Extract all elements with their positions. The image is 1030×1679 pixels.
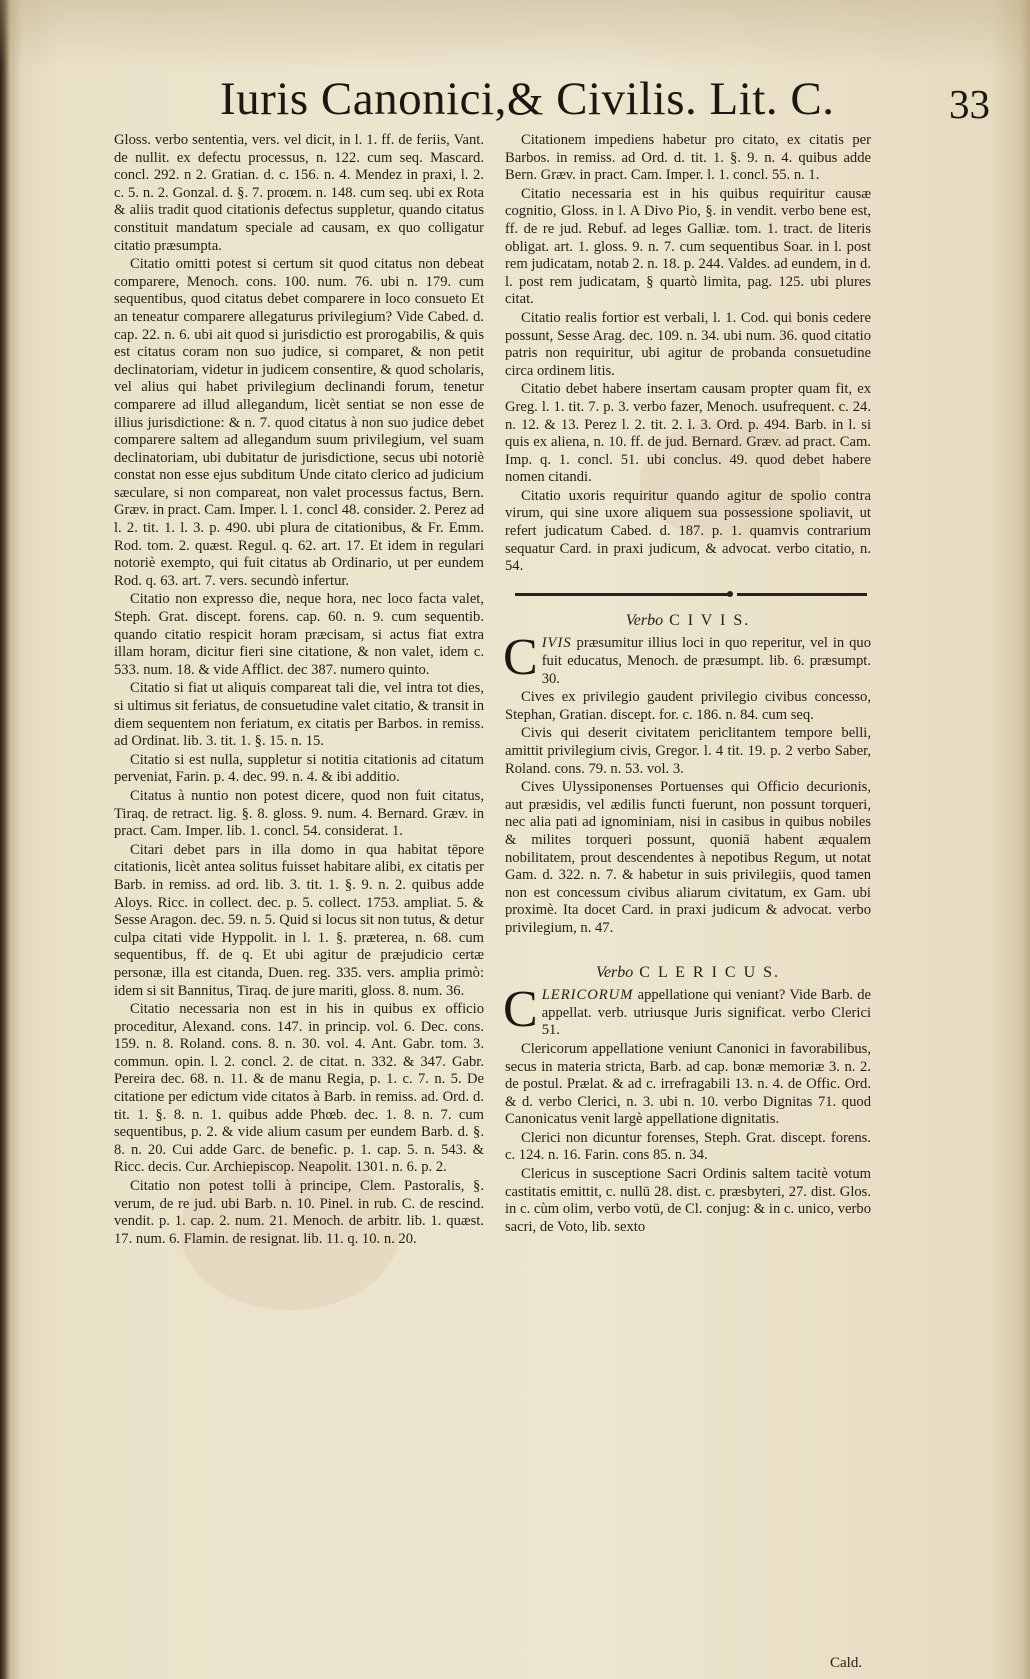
paragraph: Citatus à nuntio non potest dicere, quod non fuit citatus, Tiraq. de retract. lig. §. 8. gloss. 9. num. 4. Bernard. Græv. in pract. Cam. Imper. lib. 1. concl. 54. considerat. 1. [114,787,484,840]
section-lead-paragraph [503,981,871,1040]
paragraph: Citari debet pars in illa domo in qua habitat tēpore citationis, licèt antea solitus fuisset habitare alibi, ex citatis per Barb. in remiss. ad ord. lib. 3. tit. 1. §. 9. n. 2. quibus adde Aloys. Ricc. in collect. dec. p. 5. collect. 1753. ampliat. 5. & Sesse Aragon. dec. 59. n. 5. Quid si locus sit non tutus, & detur culpa citati vide Hyppolit. in l. 1. §. præterea, n. 68. cum sequentibus, ff. de q. Et ubi agitur de præjudicio certæ personæ, illa est citanda, Duen. reg. 335. vers. amplia primò: idem si sit Bannitus, Tiraq. de jure mariti, gloss. 8. num. 36. [114,841,484,999]
paragraph: Citatio debet habere insertam causam propter quam fit, ex Greg. l. 1. tit. 7. p. 3. verbo fazer, Menoch. usufrequent. c. 24. n. 12. & 13. Perez l. 2. tit. 2. l. 3. Ord. p. 494. Barb. in l. si quis ex aliena, n. 10. ff. de jud. Bernard. Græv. ad pract. Cam. Imp. q. 1. concl. 51. ubi conclus. 49. quod debet habere nomen citandi. [505,381,871,486]
divider-dot [727,591,733,597]
section-heading-civis [505,612,871,630]
heading-word: Verbo [595,963,634,981]
paragraph: Citatio si fiat ut aliquis compareat tali die, vel intra tot dies, si ultimus sit feriatus, de consuetudine valet citatio, & transit in diem sequentem non feriatum, ex citatis per Barbos. in remiss. ad Ordinat. lib. 3. tit. 1. §. 15. n. 15. [114,680,484,750]
paragraph: Clericorum appellatione veniunt Canonici in favorabilibus, secus in materia stricta, Barb. ad cap. bonæ memoriæ 3. n. 2. de postul. Prælat. & ad c. irrefragabili 13. n. 4. de Offic. Ord. & d. verbo Clerici, n. 3. ubi n. 10. verbo Dignitas 71. quod Canonicatus venit largè appellatione dignitatis. [505,1040,871,1128]
paragraph: Cives Ulyssiponenses Portuenses qui Officio decurionis, aut præsidis, vel ædilis functi fuerunt, non possunt torqueri, nec alia pati ad ignominiam, nisi in casibus in quibus nobiles & milites torqueri possunt, quoniā habent æqualem nobilitatem, prout descendentes à nepotibus Regum, ut notat Gam. d. 322. n. 7. & habetur in suis privilegiis, quod tamen non est concessum civibus aliarum civitatum, ex Gam. ubi proximè. Ita docet Card. in praxi judicum & advocat. verbo privilegium, n. 47. [505,779,871,936]
paragraph: Civis qui deserit civitatem periclitantem tempore belli, amittit privilegium civis, Gregor. l. 4 tit. 19. p. 2 verbo Saber, Roland. cons. 79. n. 53. vol. 3. [505,725,871,777]
drop-cap: C [503,629,538,687]
paragraph: Clerici non dicuntur forenses, Steph. Grat. discept. forens. c. 124. n. 16. Farin. cons 85. n. 34. [505,1129,871,1164]
lead-word: IVIS [541,635,572,652]
drop-cap: C [503,981,538,1039]
section-heading-clericus [505,964,871,982]
paragraph: Citatio uxoris requiritur quando agitur de spolio contra virum, qui sine uxore aliquem sua possessione spoliavit, ut refert judicatum Cabed. d. 187. p. 1. quamvis contrarium sequatur Card. in praxi judicum, & advocat. verbo citatio, n. 54. [505,487,871,575]
page-number: 33 [949,81,990,127]
paragraph: Citatio si est nulla, suppletur si notitia citationis ad citatum perveniat, Farin. p. 4. dec. 99. n. 4. & ibi additio. [114,751,484,786]
paragraph: Citatio omitti potest si certum sit quod citatus non debeat comparere, Menoch. cons. 100. num. 76. ubi n. 179. cum sequentibus, quod citatus debet comparere in loco consueto Et an teneatur comparere allegaturus privilegium? Vide Cabed. d. cap. 22. n. 6. ubi ait quod si jurisdictio est prorogabilis, & quis est citatus coram non suo judice, si comparet, & non petit declinatoriam, videtur in judicem consentire, & quod scholaris, vel alius qui habet privilegium declinandi forum, tenetur comparere ad illud allegandum, licèt sentiat se non esse de illius jurisdictione: & n. 7. quod citatus à non suo judice debet comparere saltem ad allegandum suum privilegium, vel suam declinatoriam, ubi dubitatur de jurisdictione, secus ubi notoriè constat non esse ejus subditum Unde citato clerico ad judicium sæculare, si non compareat, non valet processus factus, Bern. Græv. in pract. Cam. Imper. l. 1. concl 48. consider. 2. Perez ad l. 2. tit. 1. l. 3. p. 490. ubi plura de citationibus, & Fr. Emm. Rod. tom. 2. quæst. Regul. q. 62. art. 17. Et idem in regulari notoriè exempto, qui fuit citatus ab Ordinario, ut per eundem Rod. q. 63. art. 7. vers. secundò infertur. [114,256,484,589]
paragraph: Citatio necessaria non est in his in quibus ex officio proceditur, Alexand. cons. 147. in princip. vol. 6. Dec. cons. 159. n. 8. Roland. cons. 8. n. 30. vol. 4. Ant. Gabr. tom. 3. commun. opin. l. 2. concl. 2. de citat. n. 332. & 347. Gabr. Pereira dec. 68. n. 11. & de manu Regia, p. 1. c. 7. n. 5. De citatione per edictum vide citatos à Barb. in remiss. ad. Ord. d. tit. 1. §. 8. n. 1. quibus adde Phœb. dec. 1. 8. n. 7. cum sequentibus, p. 2. & vide alium casum per eundem Barb. d. §. 8. n. 20. Cui adde Garc. de benefic. p. 1. cap. 5. n. 543. & Ricc. decis. Cur. Archiepiscop. Neapolit. 1301. n. 6. p. 2. [114,1001,484,1176]
paragraph: Citatio non expresso die, neque hora, nec loco facta valet, Steph. Grat. discept. forens. cap. 60. n. 9. cum sequentib. quando citatio respicit horam præcisam, si actus fiat extra illam horam, dicitur fieri sine citatione, & non valet, idem c. 533. num. 18. & vide Afflict. dec 387. numero quinto. [114,591,484,678]
lead-text: appellatione qui veniant? Vide Barb. de appellat. verb. utriusque Juris significat. verbo Clerici 51. [541,987,871,1039]
left-column [114,132,484,1249]
paragraph: Citatio realis fortior est verbali, l. 1. Cod. qui bonis cedere possunt, Sesse Arag. dec. 109. n. 34. ubi num. 36. quod citatio patris non requiritur, ubi agitur de probanda consuetudine circa ordinem litis. [505,309,871,379]
catchword: Cald. [830,1655,863,1671]
heading-word: Verbo [625,611,664,629]
lead-text: præsumitur illius loci in quo reperitur, vel in quo fuit educatus, Menoch. de præsumpt. lib. 6. præsumpt. 30. [541,635,871,687]
section-lead-paragraph [503,629,871,688]
heading-term: C L E R I C U S. [639,963,781,981]
heading-term: C I V I S. [669,611,751,629]
page-title: Iuris Canonici,& Civilis. Lit. C. [220,73,835,125]
right-column [505,132,871,1237]
lead-word: LERICORUM [541,987,634,1004]
paragraph: Cives ex privilegio gaudent privilegio civibus concesso, Stephan, Gratian. discept. for. c. 186. n. 84. cum seq. [505,689,871,723]
section-divider [505,588,871,602]
divider-bar [515,593,730,596]
paragraph: Citationem impediens habetur pro citato, ex citatis per Barbos. in remiss. ad Ord. d. tit. 1. §. 9. n. 4. quibus adde Bern. Græv. in pract. Cam. Imper. l. 1. concl. 55. n. 1. [505,132,871,184]
paragraph: Gloss. verbo sententia, vers. vel dicit, in l. 1. ff. de feriis, Vant. de nullit. ex defectu processus, n. 122. cum seq. Mascard. concl. 292. n 2. Gratian. d. c. 156. n. 4. Mendez in praxi, l. 2. c. 5. n. 2. Gonzal. d. §. 7. proœm. n. 148. cum seq. ubi ex Rota & aliis tradit quod citationis defectus suppletur, quando citatus constituit mandatum speciale ad causam, ex quo colligatur citatio præsumpta. [114,132,484,254]
paragraph: Citatio non potest tolli à principe, Clem. Pastoralis, §. verum, de re jud. ubi Barb. n. 10. Pinel. in rub. C. de rescind. vendit. p. 1. cap. 2. num. 21. Menoch. de arbitr. lib. 1. quæst. 17. num. 6. Flamin. de resignat. lib. 11. q. 10. n. 20. [114,1178,484,1247]
divider-bar [737,593,867,596]
running-head [220,72,990,132]
paragraph: Citatio necessaria est in his quibus requiritur causæ cognitio, Gloss. in l. A Divo Pio, §. in vendit. verbo bene est, ff. de re jud. Rebuf. ad leges Galliæ. tom. 1. tract. de literis obligat. art. 1. gloss. 9. n. 7. cum sequentibus Soar. in l. post rem judicatam, notab 2. n. 18. p. 244. Valdes. ad eundem, in d. l. post rem judicatam, § quartò limita, pag. 125. ubi plures citat. [505,185,871,308]
paragraph: Clericus in susceptione Sacri Ordinis saltem tacitè votum castitatis emittit, c. nullū 28. dist. c. præsbyteri, 27. dist. Glos. in c. cùm olim, verbo votū, de Cl. conjug: & in c. unico, verbo sacri, de Voto, lib. sexto [505,1166,871,1235]
